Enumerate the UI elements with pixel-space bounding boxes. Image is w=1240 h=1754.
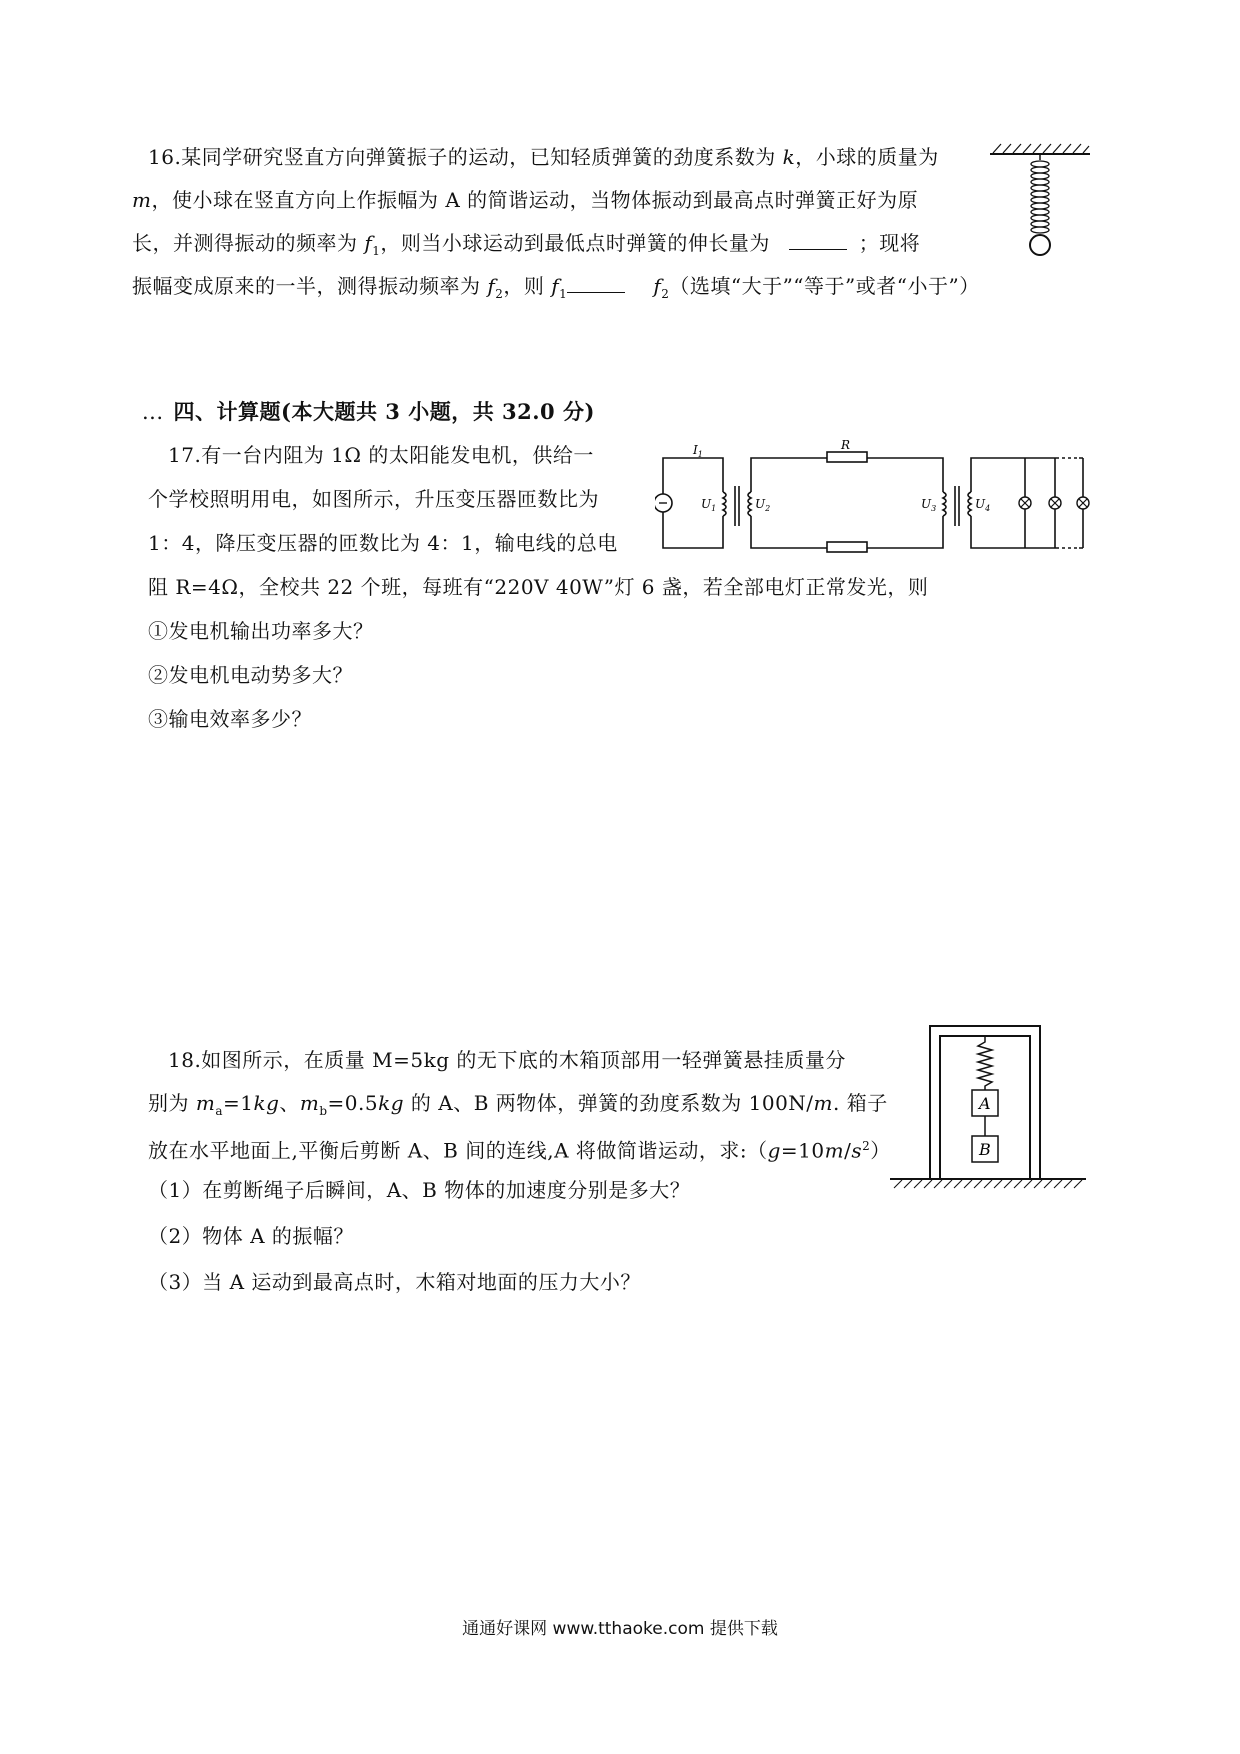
unit-kg: kg <box>253 1091 280 1115</box>
q18-text: . 箱子 <box>833 1091 888 1115</box>
q16-text: ，使小球在竖直方向上作振幅为 A 的简谐运动，当物体振动到最高点时弹簧正好为原 <box>151 188 919 212</box>
subscript: a <box>215 1104 223 1118</box>
subscript: 2 <box>661 287 670 301</box>
superscript: 2 <box>862 1139 871 1153</box>
q17-line-3: 1：4，降压变压器的匝数比为 4：1，输电线的总电 <box>148 531 618 555</box>
q16-text: 16.某同学研究竖直方向弹簧振子的运动，已知轻质弹簧的劲度系数为 <box>148 145 783 169</box>
label-U2: $U_2$ <box>755 497 771 513</box>
label-U4: $U_4$ <box>975 497 991 513</box>
unit-m: m <box>813 1091 833 1115</box>
q17-line-2: 个学校照明用电，如图所示，升压变压器匝数比为 <box>148 487 599 511</box>
q16-text: ；现将 <box>858 231 921 255</box>
q18-text: / <box>844 1138 852 1163</box>
q16-text: （选填“大于”“等于”或者“小于”） <box>669 274 980 298</box>
label-U1: $U_1$ <box>701 497 717 513</box>
q16-text: 长，并测得振动的频率为 <box>132 231 365 255</box>
q18-text: =1 <box>222 1091 254 1115</box>
q18-line-2 <box>148 1089 888 1125</box>
q16-line-3 <box>132 229 920 265</box>
q17-item-1: ①发电机输出功率多大？ <box>148 619 374 643</box>
q18-line-3 <box>148 1132 891 1165</box>
q17-line-1: 17.有一台内阻为 1Ω 的太阳能发电机，供给一 <box>168 443 594 467</box>
subscript: 1 <box>372 244 381 258</box>
unit-s: s <box>851 1138 863 1163</box>
answer-blank-2[interactable] <box>567 272 625 293</box>
q18-item-2: （2）物体 A 的振幅？ <box>148 1224 354 1248</box>
section-title: 四、计算题(本大题共 3 小题，共 32.0 分) <box>173 399 595 424</box>
q18-text: ） <box>870 1138 891 1163</box>
q16-text: ，则当小球运动到最低点时弹簧的伸长量为 <box>380 231 770 255</box>
unit-m: m <box>824 1138 845 1163</box>
q18-item-1: （1）在剪断绳子后瞬间，A、B 物体的加速度分别是多大？ <box>148 1178 691 1202</box>
label-U3: $U_3$ <box>921 497 937 513</box>
subscript: b <box>319 1104 328 1118</box>
label-R: R <box>841 438 851 452</box>
q18-text: 别为 <box>148 1091 196 1115</box>
var-g: g <box>767 1138 781 1163</box>
subscript: 2 <box>495 287 504 301</box>
section-heading <box>142 398 595 426</box>
q16-line-4 <box>132 272 980 308</box>
q17-item-3: ③输电效率多少？ <box>148 707 312 731</box>
var-f: f <box>364 231 373 255</box>
q18-text: 放在水平地面上,平衡后剪断 A、B 间的连线,A 将做简谐运动，求:（ <box>148 1138 768 1163</box>
var-f: f <box>653 274 662 298</box>
q17-line-4: 阻 R=4Ω，全校共 22 个班，每班有“220V 40W”灯 6 盏，若全部电灯正常发光，则 <box>148 575 929 599</box>
unit-kg: kg <box>378 1091 405 1115</box>
label-B: B <box>979 1140 991 1159</box>
var-k: k <box>782 145 796 169</box>
answer-blank-1[interactable] <box>789 229 847 250</box>
var-m: m <box>299 1091 320 1115</box>
q16-line-2 <box>132 186 918 214</box>
q16-text: ，小球的质量为 <box>795 145 939 169</box>
label-A: A <box>979 1094 991 1113</box>
q16-text: 振幅变成原来的一半，测得振动频率为 <box>132 274 488 298</box>
var-m: m <box>195 1091 216 1115</box>
q18-text: =0.5 <box>327 1091 379 1115</box>
var-m: m <box>132 188 152 212</box>
page-footer: 通通好课网 www.tthaoke.com 提供下载 <box>462 1619 778 1639</box>
wooden-box-figure <box>890 1018 1090 1203</box>
q17-item-2: ②发电机电动势多大？ <box>148 663 353 687</box>
var-f: f <box>487 274 496 298</box>
label-I1: $I_1$ <box>693 443 703 459</box>
var-f: f <box>551 274 560 298</box>
power-transmission-circuit <box>655 438 1100 558</box>
q16-text: ，则 <box>503 274 552 298</box>
q18-text: 的 A、B 两物体，弹簧的劲度系数为 100N/ <box>404 1091 814 1115</box>
subscript: 1 <box>559 287 568 301</box>
q18-item-3: （3）当 A 运动到最高点时，木箱对地面的压力大小？ <box>148 1270 641 1294</box>
q18-text: =10 <box>780 1138 825 1163</box>
q18-text: 、 <box>279 1091 300 1115</box>
q18-line-1: 18.如图所示，在质量 M=5kg 的无下底的木箱顶部用一轻弹簧悬挂质量分 <box>168 1048 846 1072</box>
heading-dots: ... <box>142 400 164 424</box>
spring-oscillator-figure <box>985 140 1095 280</box>
q16-line-1 <box>148 143 939 171</box>
